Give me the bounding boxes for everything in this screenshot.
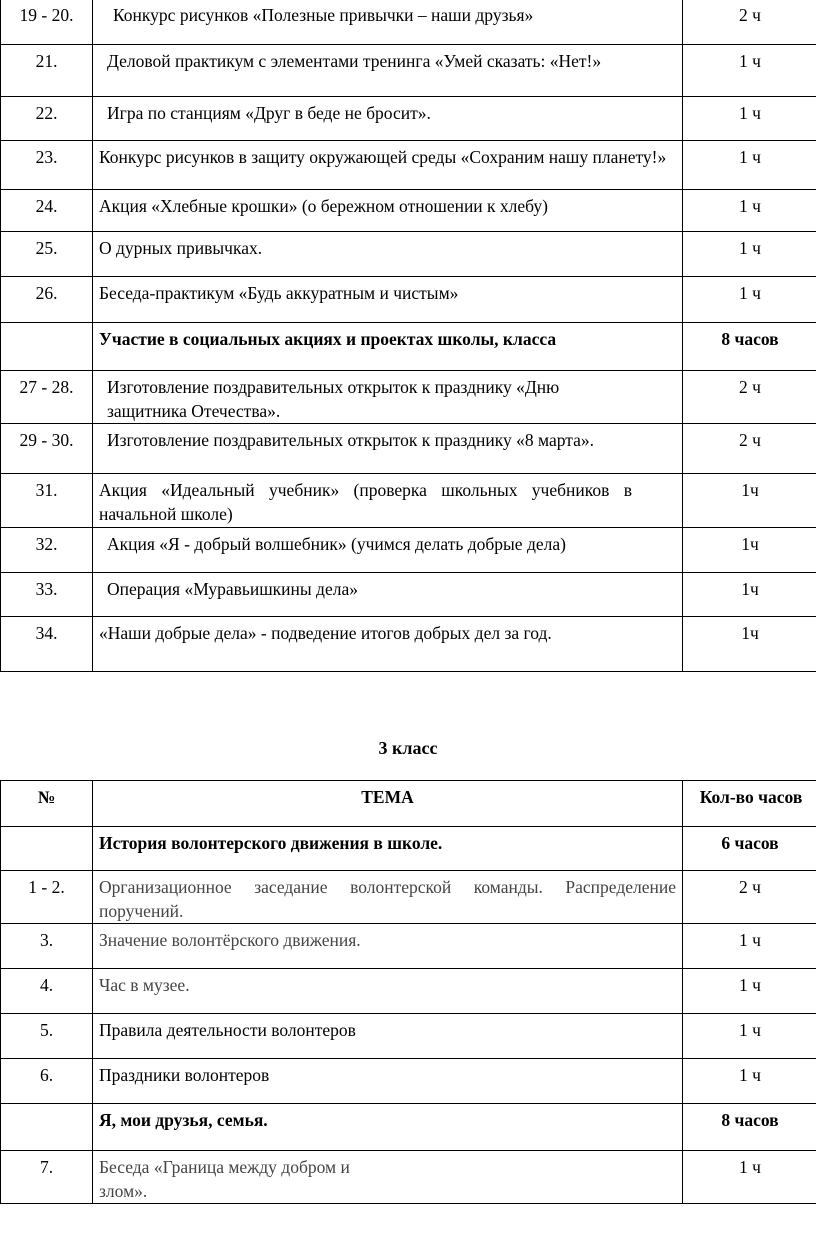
row-number: 22.: [1, 97, 93, 141]
row-number: 29 - 30.: [1, 424, 93, 474]
row-number: 24.: [1, 190, 93, 232]
row-hours: 1 ч: [683, 97, 816, 141]
section-row: [1, 1104, 816, 1151]
row-topic: Час в музее.: [93, 969, 683, 1014]
row-hours: 1 ч: [683, 969, 816, 1014]
table-row: [1, 617, 816, 672]
row-number: 1 - 2.: [1, 871, 93, 924]
section-hours: 6 часов: [683, 827, 816, 871]
section-heading: Участие в социальных акциях и проектах школы, класса: [93, 323, 683, 371]
table-row: [1, 1014, 816, 1059]
row-number: [1, 827, 93, 871]
row-topic: Правила деятельности волонтеров: [93, 1014, 683, 1059]
row-number: 25.: [1, 232, 93, 277]
row-topic: Беседа «Граница между добром и злом».: [93, 1151, 683, 1204]
row-number: 19 - 20.: [1, 0, 93, 45]
table-row: [1, 277, 816, 323]
row-number: 4.: [1, 969, 93, 1014]
section-hours: 8 часов: [683, 323, 816, 371]
row-hours: 1 ч: [683, 1059, 816, 1104]
row-topic: Конкурс рисунков «Полезные привычки – наши друзья»: [93, 0, 683, 45]
row-topic: «Наши добрые дела» - подведение итогов добрых дел за год.: [93, 617, 683, 672]
row-hours: 1ч: [683, 617, 816, 672]
row-topic: Операция «Муравьишкины дела»: [93, 573, 683, 617]
table-row: [1, 141, 816, 190]
row-topic: Беседа-практикум «Будь аккуратным и чистым»: [93, 277, 683, 323]
table-row: [1, 0, 816, 45]
table-header-row: [1, 781, 816, 827]
row-hours: 2 ч: [683, 871, 816, 924]
row-number: 23.: [1, 141, 93, 190]
row-hours: 1 ч: [683, 45, 816, 97]
table-row: [1, 97, 816, 141]
table-row: [1, 924, 816, 969]
row-topic: Изготовление поздравительных открыток к празднику «8 марта».: [93, 424, 683, 474]
row-topic: Игра по станциям «Друг в беде не бросит».: [93, 97, 683, 141]
section-hours: 8 часов: [683, 1104, 816, 1151]
row-number: 26.: [1, 277, 93, 323]
row-hours: 1 ч: [683, 277, 816, 323]
grade-3-program-table: [0, 780, 816, 1204]
row-number: 33.: [1, 573, 93, 617]
row-number: 5.: [1, 1014, 93, 1059]
section-row: [1, 827, 816, 871]
row-number: 34.: [1, 617, 93, 672]
row-hours: 1ч: [683, 474, 816, 528]
row-topic: Акция «Хлебные крошки» (о бережном отношении к хлебу): [93, 190, 683, 232]
row-hours: 1 ч: [683, 232, 816, 277]
row-hours: 1 ч: [683, 190, 816, 232]
section-heading: Я, мои друзья, семья.: [93, 1104, 683, 1151]
table-row: [1, 1151, 816, 1204]
row-topic: Деловой практикум с элементами тренинга «Умей сказать: «Нет!»: [93, 45, 683, 97]
row-number: 32.: [1, 528, 93, 573]
table-row: [1, 573, 816, 617]
row-number: 6.: [1, 1059, 93, 1104]
table-row: [1, 871, 816, 924]
table-row: [1, 474, 816, 528]
column-header-number: №: [1, 781, 93, 827]
row-number: 31.: [1, 474, 93, 528]
column-header-topic: ТЕМА: [93, 781, 683, 827]
table-row: [1, 190, 816, 232]
column-header-hours: Кол-во часов: [683, 781, 816, 827]
row-hours: 1 ч: [683, 1014, 816, 1059]
row-topic: Организационное заседание волонтерской команды. Распределение поручений.: [93, 871, 683, 924]
row-hours: 1 ч: [683, 1151, 816, 1204]
row-topic: О дурных привычках.: [93, 232, 683, 277]
row-hours: 2 ч: [683, 0, 816, 45]
section-row: [1, 323, 816, 371]
table-row: [1, 424, 816, 474]
row-hours: 1 ч: [683, 924, 816, 969]
row-number: 27 - 28.: [1, 371, 93, 424]
row-topic: Акция «Я - добрый волшебник» (учимся делать добрые дела): [93, 528, 683, 573]
table-row: [1, 1059, 816, 1104]
row-hours: 1ч: [683, 573, 816, 617]
row-number: 3.: [1, 924, 93, 969]
row-hours: 1 ч: [683, 141, 816, 190]
row-topic: Значение волонтёрского движения.: [93, 924, 683, 969]
row-topic: Акция «Идеальный учебник» (проверка школьных учебников в начальной школе): [93, 474, 683, 528]
row-topic: Изготовление поздравительных открыток к празднику «Дню защитника Отечества».: [93, 371, 683, 424]
row-number: [1, 323, 93, 371]
table-row: [1, 528, 816, 573]
table-row: [1, 371, 816, 424]
row-topic: Конкурс рисунков в защиту окружающей среды «Сохраним нашу планету!»: [93, 141, 683, 190]
section-heading: История волонтерского движения в школе.: [93, 827, 683, 871]
table-row: [1, 232, 816, 277]
row-number: 7.: [1, 1151, 93, 1204]
table-row: [1, 969, 816, 1014]
row-number: [1, 1104, 93, 1151]
section-title: 3 класс: [378, 738, 438, 758]
row-number: 21.: [1, 45, 93, 97]
row-hours: 1ч: [683, 528, 816, 573]
row-hours: 2 ч: [683, 424, 816, 474]
row-topic: Праздники волонтеров: [93, 1059, 683, 1104]
table-row: [1, 45, 816, 97]
row-hours: 2 ч: [683, 371, 816, 424]
